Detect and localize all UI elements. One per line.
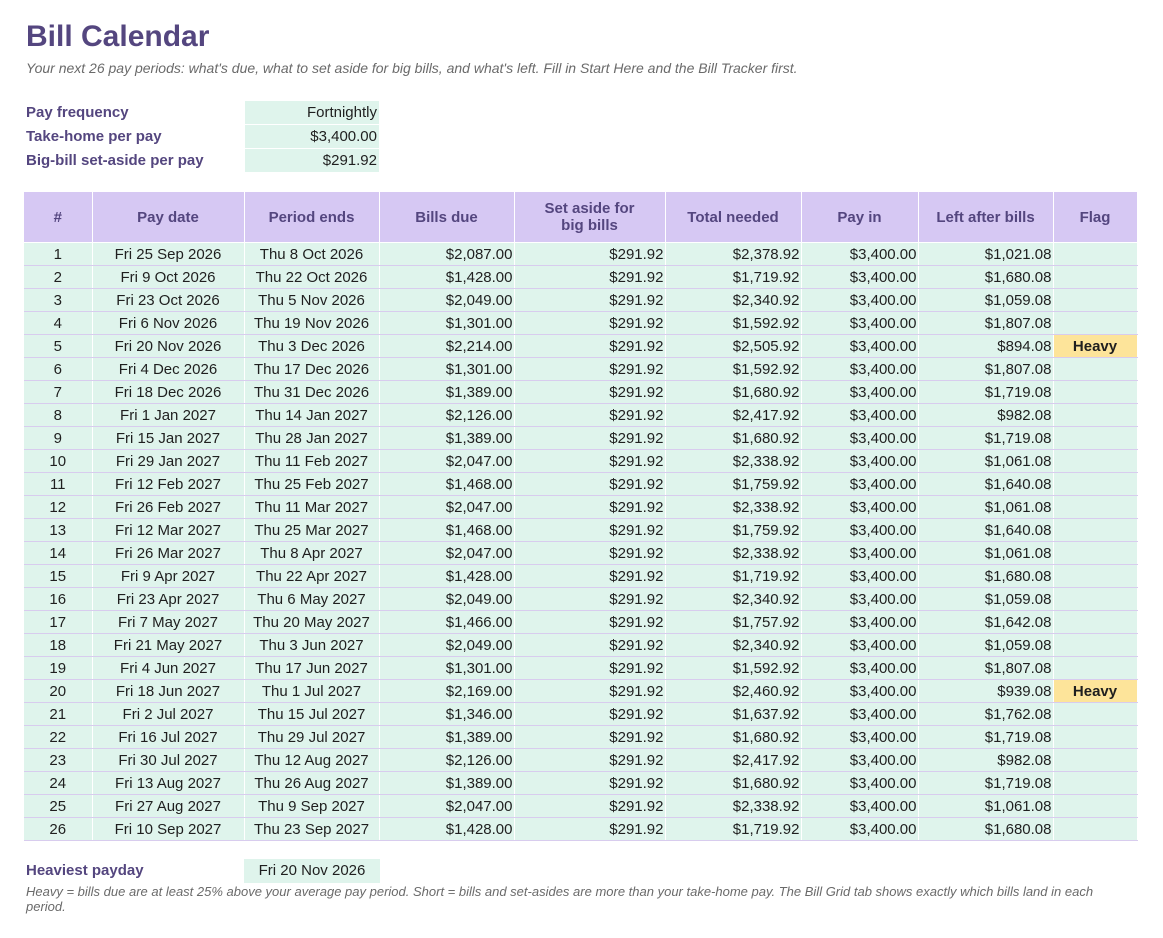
settings-table bbox=[24, 101, 379, 173]
flag-cell[interactable] bbox=[1053, 588, 1137, 611]
row-number-cell[interactable]: 16 bbox=[24, 588, 92, 611]
column-header: Pay date bbox=[92, 192, 244, 243]
total-needed-cell[interactable]: $1,759.92 bbox=[665, 519, 801, 542]
pay-date-cell[interactable]: Fri 9 Apr 2027 bbox=[92, 565, 244, 588]
bill-calendar-table bbox=[24, 192, 1138, 841]
total-needed-cell[interactable]: $1,680.92 bbox=[665, 726, 801, 749]
row-number-cell[interactable]: 24 bbox=[24, 772, 92, 795]
pay-in-cell[interactable]: $3,400.00 bbox=[801, 726, 918, 749]
period-ends-cell[interactable]: Thu 17 Dec 2026 bbox=[244, 358, 379, 381]
left-after-bills-cell[interactable]: $1,807.08 bbox=[918, 657, 1053, 680]
left-after-bills-cell[interactable]: $1,061.08 bbox=[918, 795, 1053, 818]
heaviest-payday-value[interactable]: Fri 20 Nov 2026 bbox=[244, 859, 380, 883]
pay-in-cell[interactable]: $3,400.00 bbox=[801, 450, 918, 473]
left-after-bills-cell[interactable]: $1,762.08 bbox=[918, 703, 1053, 726]
period-ends-cell[interactable]: Thu 11 Mar 2027 bbox=[244, 496, 379, 519]
total-needed-cell[interactable]: $2,505.92 bbox=[665, 335, 801, 358]
pay-in-cell[interactable]: $3,400.00 bbox=[801, 588, 918, 611]
period-ends-cell[interactable]: Thu 5 Nov 2026 bbox=[244, 289, 379, 312]
pay-in-cell[interactable]: $3,400.00 bbox=[801, 427, 918, 450]
row-number-cell[interactable]: 8 bbox=[24, 404, 92, 427]
row-number-cell[interactable]: 17 bbox=[24, 611, 92, 634]
bills-due-cell[interactable]: $2,047.00 bbox=[379, 542, 514, 565]
set-aside-cell[interactable]: $291.92 bbox=[514, 473, 665, 496]
pay-in-cell[interactable]: $3,400.00 bbox=[801, 496, 918, 519]
left-after-bills-cell[interactable]: $1,642.08 bbox=[918, 611, 1053, 634]
bills-due-cell[interactable]: $2,126.00 bbox=[379, 749, 514, 772]
period-ends-cell[interactable]: Thu 14 Jan 2027 bbox=[244, 404, 379, 427]
bills-due-cell[interactable]: $1,468.00 bbox=[379, 473, 514, 496]
table-row bbox=[24, 358, 1137, 381]
column-header: Left after bills bbox=[918, 192, 1053, 243]
flag-cell[interactable] bbox=[1053, 795, 1137, 818]
set-aside-cell[interactable]: $291.92 bbox=[514, 818, 665, 841]
total-needed-cell[interactable]: $1,719.92 bbox=[665, 818, 801, 841]
flag-cell[interactable] bbox=[1053, 818, 1137, 841]
row-number-cell[interactable]: 1 bbox=[24, 243, 92, 266]
period-ends-cell[interactable]: Thu 31 Dec 2026 bbox=[244, 381, 379, 404]
bills-due-cell[interactable]: $2,049.00 bbox=[379, 634, 514, 657]
set-aside-cell[interactable]: $291.92 bbox=[514, 703, 665, 726]
total-needed-cell[interactable]: $2,460.92 bbox=[665, 680, 801, 703]
pay-date-cell[interactable]: Fri 30 Jul 2027 bbox=[92, 749, 244, 772]
set-aside-cell[interactable]: $291.92 bbox=[514, 312, 665, 335]
pay-in-cell[interactable]: $3,400.00 bbox=[801, 542, 918, 565]
flag-cell[interactable] bbox=[1053, 542, 1137, 565]
column-header bbox=[514, 192, 665, 243]
set-aside-cell[interactable]: $291.92 bbox=[514, 427, 665, 450]
row-number-cell[interactable]: 3 bbox=[24, 289, 92, 312]
left-after-bills-cell[interactable]: $1,807.08 bbox=[918, 312, 1053, 335]
set-aside-cell[interactable]: $291.92 bbox=[514, 588, 665, 611]
bills-due-cell[interactable]: $1,428.00 bbox=[379, 565, 514, 588]
set-aside-cell[interactable]: $291.92 bbox=[514, 358, 665, 381]
left-after-bills-cell[interactable]: $1,640.08 bbox=[918, 473, 1053, 496]
table-row bbox=[24, 726, 1137, 749]
setting-row-take-home bbox=[24, 125, 379, 149]
flag-cell[interactable]: Heavy bbox=[1053, 680, 1137, 703]
bills-due-cell[interactable]: $1,428.00 bbox=[379, 266, 514, 289]
bills-due-cell[interactable]: $1,346.00 bbox=[379, 703, 514, 726]
pay-date-cell[interactable]: Fri 20 Nov 2026 bbox=[92, 335, 244, 358]
pay-date-cell[interactable]: Fri 23 Oct 2026 bbox=[92, 289, 244, 312]
left-after-bills-cell[interactable]: $1,680.08 bbox=[918, 266, 1053, 289]
left-after-bills-cell[interactable]: $1,059.08 bbox=[918, 289, 1053, 312]
setting-label: Pay frequency bbox=[26, 104, 129, 122]
heaviest-payday-label: Heaviest payday bbox=[26, 862, 144, 879]
period-ends-cell[interactable]: Thu 22 Apr 2027 bbox=[244, 565, 379, 588]
total-needed-cell[interactable]: $1,759.92 bbox=[665, 473, 801, 496]
pay-in-cell[interactable]: $3,400.00 bbox=[801, 266, 918, 289]
flag-cell[interactable] bbox=[1053, 312, 1137, 335]
total-needed-cell[interactable]: $1,719.92 bbox=[665, 565, 801, 588]
bills-due-cell[interactable]: $2,047.00 bbox=[379, 496, 514, 519]
bills-due-cell[interactable]: $2,126.00 bbox=[379, 404, 514, 427]
pay-date-cell[interactable]: Fri 18 Jun 2027 bbox=[92, 680, 244, 703]
total-needed-cell[interactable]: $2,338.92 bbox=[665, 450, 801, 473]
column-header: Pay in bbox=[801, 192, 918, 243]
left-after-bills-cell[interactable]: $1,807.08 bbox=[918, 358, 1053, 381]
column-header: Bills due bbox=[379, 192, 514, 243]
take-home-cell[interactable]: $3,400.00 bbox=[245, 125, 379, 149]
set-aside-cell[interactable]: $291.92 bbox=[514, 404, 665, 427]
column-header-text: Set aside for big bills bbox=[544, 200, 635, 234]
period-ends-cell[interactable]: Thu 25 Mar 2027 bbox=[244, 519, 379, 542]
period-ends-cell[interactable]: Thu 1 Jul 2027 bbox=[244, 680, 379, 703]
row-number-cell[interactable]: 10 bbox=[24, 450, 92, 473]
setting-label: Big-bill set-aside per pay bbox=[26, 152, 204, 169]
flag-cell[interactable] bbox=[1053, 611, 1137, 634]
flag-cell[interactable] bbox=[1053, 289, 1137, 312]
left-after-bills-cell[interactable]: $1,680.08 bbox=[918, 818, 1053, 841]
setting-row-set-aside bbox=[24, 149, 379, 173]
pay-in-cell[interactable]: $3,400.00 bbox=[801, 749, 918, 772]
left-after-bills-cell[interactable]: $1,680.08 bbox=[918, 565, 1053, 588]
total-needed-cell[interactable]: $1,680.92 bbox=[665, 427, 801, 450]
table-row bbox=[24, 542, 1137, 565]
pay-date-cell[interactable]: Fri 26 Mar 2027 bbox=[92, 542, 244, 565]
left-after-bills-cell[interactable]: $1,719.08 bbox=[918, 726, 1053, 749]
flag-cell[interactable] bbox=[1053, 657, 1137, 680]
flag-cell[interactable] bbox=[1053, 450, 1137, 473]
period-ends-cell[interactable]: Thu 12 Aug 2027 bbox=[244, 749, 379, 772]
flag-cell[interactable] bbox=[1053, 358, 1137, 381]
pay-in-cell[interactable]: $3,400.00 bbox=[801, 243, 918, 266]
page-title: Bill Calendar bbox=[26, 20, 210, 53]
table-row bbox=[24, 795, 1137, 818]
total-needed-cell[interactable]: $2,340.92 bbox=[665, 588, 801, 611]
bills-due-cell[interactable]: $1,466.00 bbox=[379, 611, 514, 634]
table-row bbox=[24, 519, 1137, 542]
row-number-cell[interactable]: 9 bbox=[24, 427, 92, 450]
period-ends-cell[interactable]: Thu 19 Nov 2026 bbox=[244, 312, 379, 335]
total-needed-cell[interactable]: $2,338.92 bbox=[665, 542, 801, 565]
pay-date-cell[interactable]: Fri 15 Jan 2027 bbox=[92, 427, 244, 450]
set-aside-cell[interactable]: $291.92 bbox=[514, 289, 665, 312]
period-ends-cell[interactable]: Thu 8 Apr 2027 bbox=[244, 542, 379, 565]
total-needed-cell[interactable]: $2,417.92 bbox=[665, 404, 801, 427]
left-after-bills-cell[interactable]: $1,021.08 bbox=[918, 243, 1053, 266]
row-number-cell[interactable]: 7 bbox=[24, 381, 92, 404]
set-aside-cell[interactable]: $291.92 bbox=[514, 450, 665, 473]
bills-due-cell[interactable]: $2,049.00 bbox=[379, 588, 514, 611]
bills-due-cell[interactable]: $2,049.00 bbox=[379, 289, 514, 312]
pay-date-cell[interactable]: Fri 13 Aug 2027 bbox=[92, 772, 244, 795]
set-aside-cell[interactable]: $291.92 bbox=[514, 542, 665, 565]
pay-in-cell[interactable]: $3,400.00 bbox=[801, 473, 918, 496]
left-after-bills-cell[interactable]: $1,640.08 bbox=[918, 519, 1053, 542]
period-ends-cell[interactable]: Thu 26 Aug 2027 bbox=[244, 772, 379, 795]
left-after-bills-cell[interactable]: $1,059.08 bbox=[918, 634, 1053, 657]
table-row bbox=[24, 381, 1137, 404]
period-ends-cell[interactable]: Thu 11 Feb 2027 bbox=[244, 450, 379, 473]
set-aside-cell[interactable]: $291.92 bbox=[514, 519, 665, 542]
pay-in-cell[interactable]: $3,400.00 bbox=[801, 312, 918, 335]
pay-date-cell[interactable]: Fri 21 May 2027 bbox=[92, 634, 244, 657]
left-after-bills-cell[interactable]: $1,059.08 bbox=[918, 588, 1053, 611]
period-ends-cell[interactable]: Thu 20 May 2027 bbox=[244, 611, 379, 634]
period-ends-cell[interactable]: Thu 9 Sep 2027 bbox=[244, 795, 379, 818]
footnote: Heavy = bills due are at least 25% above your average pay period. Short = bills and set-asides are more than your take-home pay. The Bill Grid tab shows exactly which bills land in each period. bbox=[26, 884, 1094, 914]
set-aside-cell[interactable]: $291.92 bbox=[514, 726, 665, 749]
period-ends-cell[interactable]: Thu 25 Feb 2027 bbox=[244, 473, 379, 496]
period-ends-cell[interactable]: Thu 22 Oct 2026 bbox=[244, 266, 379, 289]
left-after-bills-cell[interactable]: $1,719.08 bbox=[918, 427, 1053, 450]
bills-due-cell[interactable]: $1,301.00 bbox=[379, 312, 514, 335]
row-number-cell[interactable]: 15 bbox=[24, 565, 92, 588]
period-ends-cell[interactable]: Thu 17 Jun 2027 bbox=[244, 657, 379, 680]
pay-in-cell[interactable]: $3,400.00 bbox=[801, 634, 918, 657]
row-number-cell[interactable]: 4 bbox=[24, 312, 92, 335]
total-needed-cell[interactable]: $2,338.92 bbox=[665, 496, 801, 519]
column-header: Period ends bbox=[244, 192, 379, 243]
left-after-bills-cell[interactable]: $894.08 bbox=[918, 335, 1053, 358]
total-needed-cell[interactable]: $1,592.92 bbox=[665, 657, 801, 680]
set-aside-cell[interactable]: $291.92 bbox=[514, 680, 665, 703]
row-number-cell[interactable]: 23 bbox=[24, 749, 92, 772]
left-after-bills-cell[interactable]: $982.08 bbox=[918, 749, 1053, 772]
flag-cell[interactable] bbox=[1053, 565, 1137, 588]
table-row bbox=[24, 243, 1137, 266]
pay-in-cell[interactable]: $3,400.00 bbox=[801, 565, 918, 588]
table-row bbox=[24, 565, 1137, 588]
pay-in-cell[interactable]: $3,400.00 bbox=[801, 404, 918, 427]
table-row bbox=[24, 335, 1137, 358]
row-number-cell[interactable]: 18 bbox=[24, 634, 92, 657]
bills-due-cell[interactable]: $2,214.00 bbox=[379, 335, 514, 358]
total-needed-cell[interactable]: $2,378.92 bbox=[665, 243, 801, 266]
total-needed-cell[interactable]: $1,592.92 bbox=[665, 358, 801, 381]
flag-cell[interactable] bbox=[1053, 266, 1137, 289]
bills-due-cell[interactable]: $1,389.00 bbox=[379, 427, 514, 450]
row-number-cell[interactable]: 22 bbox=[24, 726, 92, 749]
table-row bbox=[24, 611, 1137, 634]
flag-cell[interactable] bbox=[1053, 381, 1137, 404]
left-after-bills-cell[interactable]: $1,719.08 bbox=[918, 772, 1053, 795]
flag-cell[interactable] bbox=[1053, 634, 1137, 657]
pay-date-cell[interactable]: Fri 26 Feb 2027 bbox=[92, 496, 244, 519]
period-ends-cell[interactable]: Thu 6 May 2027 bbox=[244, 588, 379, 611]
column-header: Flag bbox=[1053, 192, 1137, 243]
bills-due-cell[interactable]: $2,047.00 bbox=[379, 450, 514, 473]
row-number-cell[interactable]: 21 bbox=[24, 703, 92, 726]
pay-date-cell[interactable]: Fri 10 Sep 2027 bbox=[92, 818, 244, 841]
table-row bbox=[24, 703, 1137, 726]
row-number-cell[interactable]: 2 bbox=[24, 266, 92, 289]
row-number-cell[interactable]: 14 bbox=[24, 542, 92, 565]
flag-cell[interactable] bbox=[1053, 243, 1137, 266]
left-after-bills-cell[interactable]: $1,061.08 bbox=[918, 542, 1053, 565]
bills-due-cell[interactable]: $2,169.00 bbox=[379, 680, 514, 703]
total-needed-cell[interactable]: $1,680.92 bbox=[665, 772, 801, 795]
row-number-cell[interactable]: 20 bbox=[24, 680, 92, 703]
set-aside-cell[interactable]: $291.92 bbox=[514, 611, 665, 634]
bills-due-cell[interactable]: $1,389.00 bbox=[379, 772, 514, 795]
pay-in-cell[interactable]: $3,400.00 bbox=[801, 680, 918, 703]
setting-row-pay-frequency bbox=[24, 101, 379, 125]
period-ends-cell[interactable]: Thu 15 Jul 2027 bbox=[244, 703, 379, 726]
left-after-bills-cell[interactable]: $982.08 bbox=[918, 404, 1053, 427]
set-aside-cell[interactable]: $291.92 bbox=[514, 772, 665, 795]
bills-due-cell[interactable]: $1,301.00 bbox=[379, 657, 514, 680]
pay-date-cell[interactable]: Fri 4 Jun 2027 bbox=[92, 657, 244, 680]
table-row bbox=[24, 657, 1137, 680]
period-ends-cell[interactable]: Thu 28 Jan 2027 bbox=[244, 427, 379, 450]
total-needed-cell[interactable]: $1,680.92 bbox=[665, 381, 801, 404]
set-aside-cell[interactable]: $291.92 bbox=[245, 149, 379, 173]
flag-cell[interactable]: Heavy bbox=[1053, 335, 1137, 358]
pay-in-cell[interactable]: $3,400.00 bbox=[801, 611, 918, 634]
set-aside-cell[interactable]: $291.92 bbox=[514, 381, 665, 404]
pay-in-cell[interactable]: $3,400.00 bbox=[801, 818, 918, 841]
bills-due-cell[interactable]: $1,468.00 bbox=[379, 519, 514, 542]
period-ends-cell[interactable]: Thu 3 Dec 2026 bbox=[244, 335, 379, 358]
pay-frequency-cell[interactable]: Fortnightly bbox=[245, 101, 379, 125]
set-aside-cell[interactable]: $291.92 bbox=[514, 657, 665, 680]
flag-cell[interactable] bbox=[1053, 749, 1137, 772]
set-aside-cell[interactable]: $291.92 bbox=[514, 634, 665, 657]
row-number-cell[interactable]: 5 bbox=[24, 335, 92, 358]
set-aside-cell[interactable]: $291.92 bbox=[514, 496, 665, 519]
flag-cell[interactable] bbox=[1053, 726, 1137, 749]
flag-cell[interactable] bbox=[1053, 703, 1137, 726]
row-number-cell[interactable]: 25 bbox=[24, 795, 92, 818]
set-aside-cell[interactable]: $291.92 bbox=[514, 795, 665, 818]
flag-cell[interactable] bbox=[1053, 404, 1137, 427]
period-ends-cell[interactable]: Thu 8 Oct 2026 bbox=[244, 243, 379, 266]
pay-date-cell[interactable]: Fri 12 Mar 2027 bbox=[92, 519, 244, 542]
total-needed-cell[interactable]: $1,637.92 bbox=[665, 703, 801, 726]
period-ends-cell[interactable]: Thu 23 Sep 2027 bbox=[244, 818, 379, 841]
pay-in-cell[interactable]: $3,400.00 bbox=[801, 289, 918, 312]
flag-cell[interactable] bbox=[1053, 473, 1137, 496]
table-row bbox=[24, 680, 1137, 703]
row-number-cell[interactable]: 13 bbox=[24, 519, 92, 542]
row-number-cell[interactable]: 12 bbox=[24, 496, 92, 519]
table-body bbox=[24, 243, 1137, 841]
set-aside-cell[interactable]: $291.92 bbox=[514, 749, 665, 772]
pay-in-cell[interactable]: $3,400.00 bbox=[801, 381, 918, 404]
period-ends-cell[interactable]: Thu 29 Jul 2027 bbox=[244, 726, 379, 749]
total-needed-cell[interactable]: $1,592.92 bbox=[665, 312, 801, 335]
table-row bbox=[24, 818, 1137, 841]
table-row bbox=[24, 634, 1137, 657]
flag-cell[interactable] bbox=[1053, 427, 1137, 450]
pay-date-cell[interactable]: Fri 2 Jul 2027 bbox=[92, 703, 244, 726]
pay-in-cell[interactable]: $3,400.00 bbox=[801, 795, 918, 818]
total-needed-cell[interactable]: $2,338.92 bbox=[665, 795, 801, 818]
set-aside-cell[interactable]: $291.92 bbox=[514, 243, 665, 266]
pay-in-cell[interactable]: $3,400.00 bbox=[801, 703, 918, 726]
bills-due-cell[interactable]: $1,301.00 bbox=[379, 358, 514, 381]
set-aside-cell[interactable]: $291.92 bbox=[514, 335, 665, 358]
pay-date-cell[interactable]: Fri 27 Aug 2027 bbox=[92, 795, 244, 818]
pay-date-cell[interactable]: Fri 9 Oct 2026 bbox=[92, 266, 244, 289]
table-row bbox=[24, 496, 1137, 519]
table-row bbox=[24, 772, 1137, 795]
pay-in-cell[interactable]: $3,400.00 bbox=[801, 335, 918, 358]
table-row bbox=[24, 473, 1137, 496]
pay-date-cell[interactable]: Fri 25 Sep 2026 bbox=[92, 243, 244, 266]
pay-in-cell[interactable]: $3,400.00 bbox=[801, 358, 918, 381]
total-needed-cell[interactable]: $2,340.92 bbox=[665, 634, 801, 657]
total-needed-cell[interactable]: $1,719.92 bbox=[665, 266, 801, 289]
bills-due-cell[interactable]: $1,389.00 bbox=[379, 726, 514, 749]
bills-due-cell[interactable]: $1,389.00 bbox=[379, 381, 514, 404]
total-needed-cell[interactable]: $2,340.92 bbox=[665, 289, 801, 312]
left-after-bills-cell[interactable]: $1,719.08 bbox=[918, 381, 1053, 404]
setting-label: Take-home per pay bbox=[26, 128, 162, 145]
table-row bbox=[24, 749, 1137, 772]
pay-date-cell[interactable]: Fri 18 Dec 2026 bbox=[92, 381, 244, 404]
row-number-cell[interactable]: 11 bbox=[24, 473, 92, 496]
left-after-bills-cell[interactable]: $1,061.08 bbox=[918, 450, 1053, 473]
flag-cell[interactable] bbox=[1053, 496, 1137, 519]
period-ends-cell[interactable]: Thu 3 Jun 2027 bbox=[244, 634, 379, 657]
row-number-cell[interactable]: 6 bbox=[24, 358, 92, 381]
table-row bbox=[24, 266, 1137, 289]
pay-in-cell[interactable]: $3,400.00 bbox=[801, 657, 918, 680]
pay-date-cell[interactable]: Fri 23 Apr 2027 bbox=[92, 588, 244, 611]
total-needed-cell[interactable]: $1,757.92 bbox=[665, 611, 801, 634]
left-after-bills-cell[interactable]: $939.08 bbox=[918, 680, 1053, 703]
pay-in-cell[interactable]: $3,400.00 bbox=[801, 519, 918, 542]
pay-date-cell[interactable]: Fri 29 Jan 2027 bbox=[92, 450, 244, 473]
column-header: # bbox=[24, 192, 92, 243]
table-row bbox=[24, 312, 1137, 335]
pay-date-cell[interactable]: Fri 6 Nov 2026 bbox=[92, 312, 244, 335]
left-after-bills-cell[interactable]: $1,061.08 bbox=[918, 496, 1053, 519]
table-row bbox=[24, 427, 1137, 450]
bills-due-cell[interactable]: $2,087.00 bbox=[379, 243, 514, 266]
bills-due-cell[interactable]: $2,047.00 bbox=[379, 795, 514, 818]
table-row bbox=[24, 404, 1137, 427]
set-aside-cell[interactable]: $291.92 bbox=[514, 266, 665, 289]
pay-date-cell[interactable]: Fri 12 Feb 2027 bbox=[92, 473, 244, 496]
set-aside-cell[interactable]: $291.92 bbox=[514, 565, 665, 588]
table-row bbox=[24, 588, 1137, 611]
bills-due-cell[interactable]: $1,428.00 bbox=[379, 818, 514, 841]
table-row bbox=[24, 289, 1137, 312]
row-number-cell[interactable]: 19 bbox=[24, 657, 92, 680]
pay-date-cell[interactable]: Fri 4 Dec 2026 bbox=[92, 358, 244, 381]
row-number-cell[interactable]: 26 bbox=[24, 818, 92, 841]
column-header: Total needed bbox=[665, 192, 801, 243]
pay-date-cell[interactable]: Fri 1 Jan 2027 bbox=[92, 404, 244, 427]
table-row bbox=[24, 450, 1137, 473]
total-needed-cell[interactable]: $2,417.92 bbox=[665, 749, 801, 772]
pay-date-cell[interactable]: Fri 16 Jul 2027 bbox=[92, 726, 244, 749]
flag-cell[interactable] bbox=[1053, 772, 1137, 795]
page-subtitle: Your next 26 pay periods: what's due, what to set aside for big bills, and what's left. Fill in Start Here and the Bill Tracker first. bbox=[26, 60, 798, 76]
header-row bbox=[24, 192, 1137, 243]
flag-cell[interactable] bbox=[1053, 519, 1137, 542]
pay-in-cell[interactable]: $3,400.00 bbox=[801, 772, 918, 795]
pay-date-cell[interactable]: Fri 7 May 2027 bbox=[92, 611, 244, 634]
